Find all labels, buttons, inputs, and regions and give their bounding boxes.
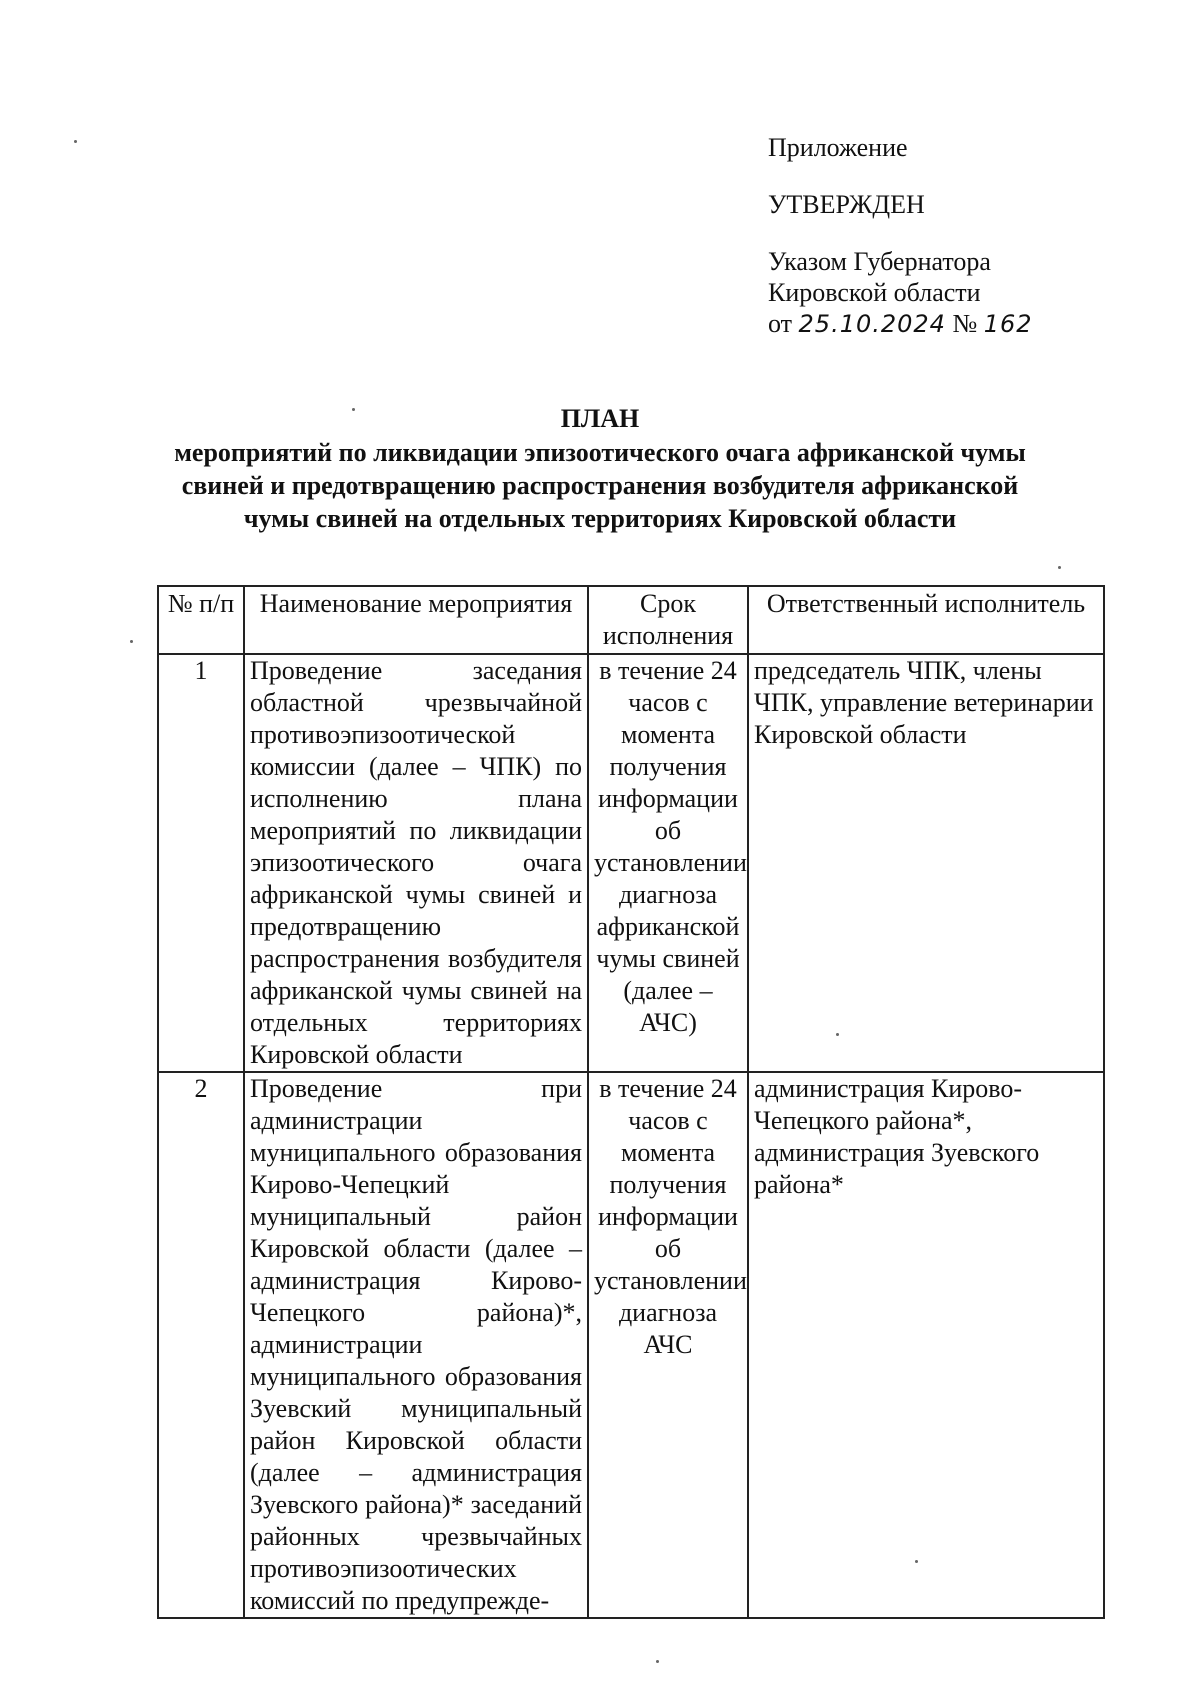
handwritten-date: 25.10.2024: [798, 310, 946, 338]
date-prefix: от: [768, 309, 793, 338]
row-num: 1: [158, 654, 244, 1072]
title-main: ПЛАН: [560, 404, 640, 433]
decree-line-2: Кировской области: [768, 278, 981, 307]
decree-line-1: Указом Губернатора: [768, 247, 991, 276]
number-sign: №: [952, 309, 978, 338]
subtitle-line-3: чумы свиней на отдельных территориях Кировской области: [243, 504, 957, 533]
table-row: [158, 654, 1104, 1072]
decree-date-line: [768, 308, 1033, 340]
row-responsible: администрация Кирово-Чепецкого района*, администрация Зуевского района*: [748, 1072, 1104, 1618]
document-title: [100, 402, 1100, 535]
scan-speck: [74, 140, 77, 143]
header-name: Наименование мероприятия: [244, 586, 588, 654]
row-term: в течение 24 часов с момента получения информации об установлении диагноза африканской чумы свиней (далее – АЧС): [588, 654, 748, 1072]
subtitle-line-2: свиней и предотвращению распространения возбудителя африканской: [181, 471, 1019, 500]
scan-speck: [352, 408, 355, 411]
header-term: Срок исполнения: [588, 586, 748, 654]
handwritten-number: 162: [983, 310, 1033, 338]
row-name: Проведение заседания областной чрезвычайной противоэпизоотической комиссии (далее – ЧПК) по исполнению плана мероприятий по ликвидации эпизоотического очага африканской чумы свиней и предотвращению распространения возбудителя африканской чумы свиней на отдельных территориях Кировской области: [244, 654, 588, 1072]
subtitle-line-1: мероприятий по ликвидации эпизоотического очага африканской чумы: [174, 438, 1026, 467]
header-num: № п/п: [158, 586, 244, 654]
scan-speck: [656, 1660, 659, 1663]
row-num: 2: [158, 1072, 244, 1618]
scan-speck: [130, 640, 133, 643]
row-name: Проведение при администрации муниципального образования Кирово-Чепецкий муниципальный район Кировской области (далее – администрация Кирово-Чепецкого района)*, администрации муниципального образования Зуевский муниципальный район Кировской области (далее – администрация Зуевского района)* заседаний районных чрезвычайных противоэпизоотических комиссий по предупрежде-: [244, 1072, 588, 1618]
approval-block: [768, 132, 1033, 340]
row-term: в течение 24 часов с момента получения информации об установлении диагноза АЧС: [588, 1072, 748, 1618]
plan-table: [157, 585, 1105, 1619]
row-responsible: председатель ЧПК, члены ЧПК, управление ветеринарии Кировской области: [748, 654, 1104, 1072]
scan-speck: [1058, 566, 1061, 569]
appendix-label: Приложение: [768, 133, 908, 162]
header-responsible: Ответственный исполнитель: [748, 586, 1104, 654]
scan-speck: [915, 1560, 918, 1563]
scan-speck: [836, 1033, 839, 1036]
approved-label: УТВЕРЖДЕН: [768, 190, 925, 219]
table-row: [158, 1072, 1104, 1618]
table-header-row: [158, 586, 1104, 654]
